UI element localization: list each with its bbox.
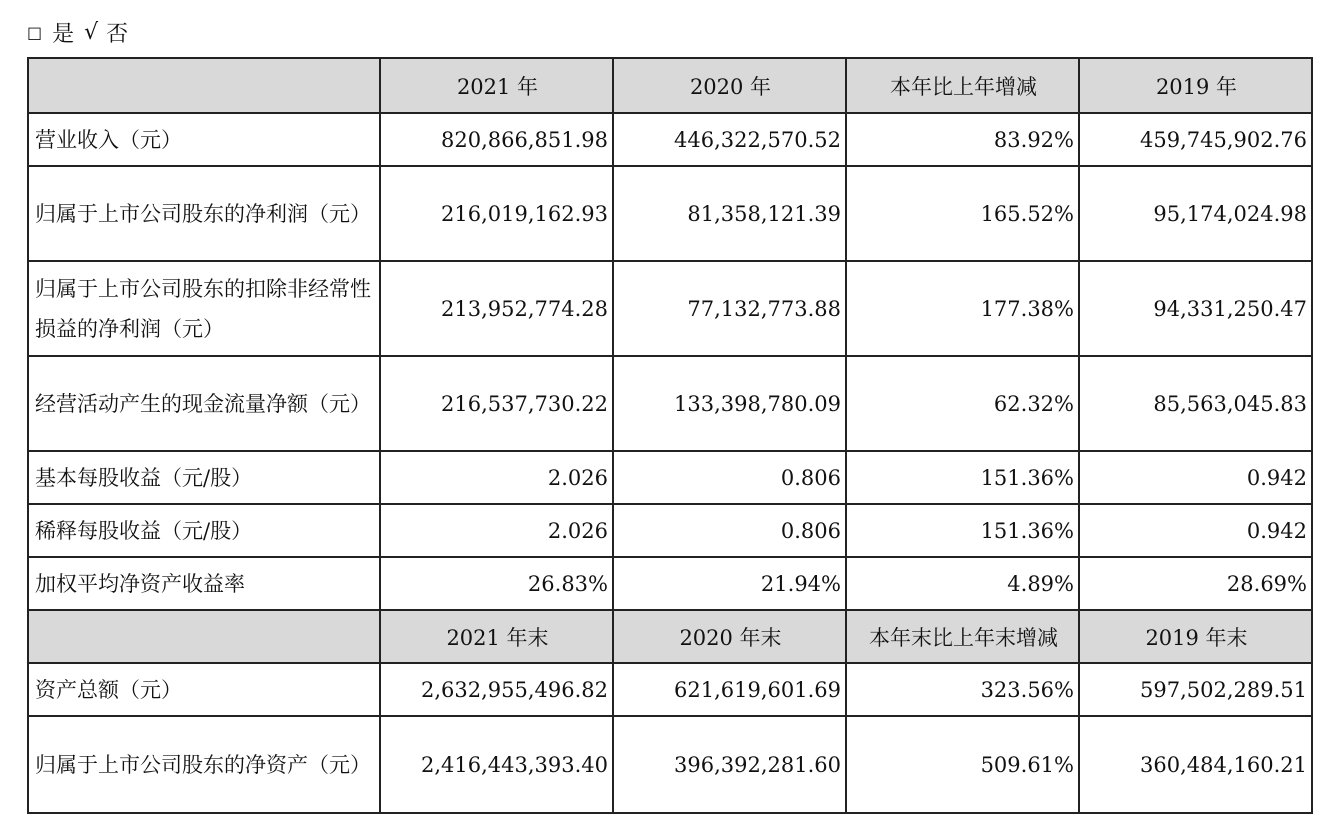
header-cell: 本年末比上年末增减 <box>846 610 1079 663</box>
value-cell: 509.61% <box>846 716 1079 813</box>
header-cell: 2020 年末 <box>613 610 846 663</box>
value-cell: 165.52% <box>846 166 1079 261</box>
table-row <box>28 356 1312 451</box>
value-cell: 81,358,121.39 <box>613 166 846 261</box>
table-row <box>28 557 1312 610</box>
value-cell: 0.806 <box>613 504 846 557</box>
value-cell: 621,619,601.69 <box>613 663 846 716</box>
value-cell: 396,392,281.60 <box>613 716 846 813</box>
header-cell: 2019 年末 <box>1079 610 1312 663</box>
value-cell: 0.942 <box>1079 504 1312 557</box>
header-cell: 2021 年 <box>380 58 613 113</box>
value-cell: 94,331,250.47 <box>1079 261 1312 356</box>
value-cell: 26.83% <box>380 557 613 610</box>
row-label: 基本每股收益（元/股） <box>28 451 380 504</box>
option-no-label: 否 <box>106 21 129 47</box>
value-cell: 2.026 <box>380 451 613 504</box>
value-cell: 213,952,774.28 <box>380 261 613 356</box>
row-label: 营业收入（元） <box>28 113 380 166</box>
value-cell: 2.026 <box>380 504 613 557</box>
value-cell: 360,484,160.21 <box>1079 716 1312 813</box>
row-label: 归属于上市公司股东的净资产（元） <box>28 716 380 813</box>
unchecked-box-icon: □ <box>27 22 43 42</box>
value-cell: 459,745,902.76 <box>1079 113 1312 166</box>
value-cell: 95,174,024.98 <box>1079 166 1312 261</box>
header-cell <box>28 610 380 663</box>
row-label: 归属于上市公司股东的净利润（元） <box>28 166 380 261</box>
financial-data-table <box>27 57 1313 814</box>
value-cell: 28.69% <box>1079 557 1312 610</box>
value-cell: 133,398,780.09 <box>613 356 846 451</box>
table-row <box>28 451 1312 504</box>
header-cell: 2019 年 <box>1079 58 1312 113</box>
value-cell: 446,322,570.52 <box>613 113 846 166</box>
value-cell: 2,632,955,496.82 <box>380 663 613 716</box>
header-cell <box>28 58 380 113</box>
value-cell: 177.38% <box>846 261 1079 356</box>
value-cell: 21.94% <box>613 557 846 610</box>
row-label: 经营活动产生的现金流量净额（元） <box>28 356 380 451</box>
row-label: 加权平均净资产收益率 <box>28 557 380 610</box>
row-label: 稀释每股收益（元/股） <box>28 504 380 557</box>
value-cell: 151.36% <box>846 451 1079 504</box>
table-row <box>28 663 1312 716</box>
value-cell: 820,866,851.98 <box>380 113 613 166</box>
row-label: 资产总额（元） <box>28 663 380 716</box>
value-cell: 2,416,443,393.40 <box>380 716 613 813</box>
row-label: 归属于上市公司股东的扣除非经常性损益的净利润（元） <box>28 261 380 356</box>
value-cell: 77,132,773.88 <box>613 261 846 356</box>
header-cell: 2020 年 <box>613 58 846 113</box>
value-cell: 323.56% <box>846 663 1079 716</box>
value-cell: 216,537,730.22 <box>380 356 613 451</box>
value-cell: 83.92% <box>846 113 1079 166</box>
header-cell: 2021 年末 <box>380 610 613 663</box>
table-row <box>28 504 1312 557</box>
value-cell: 597,502,289.51 <box>1079 663 1312 716</box>
table-subheader-row <box>28 610 1312 663</box>
value-cell: 4.89% <box>846 557 1079 610</box>
value-cell: 151.36% <box>846 504 1079 557</box>
option-yes-label: 是 <box>52 21 75 47</box>
table-row <box>28 113 1312 166</box>
table-header-row <box>28 58 1312 113</box>
value-cell: 62.32% <box>846 356 1079 451</box>
disclosure-option-line <box>27 16 128 48</box>
value-cell: 216,019,162.93 <box>380 166 613 261</box>
table-row <box>28 166 1312 261</box>
table-row <box>28 716 1312 813</box>
table-row <box>28 261 1312 356</box>
check-mark-icon: √ <box>84 19 99 45</box>
value-cell: 0.942 <box>1079 451 1312 504</box>
header-cell: 本年比上年增减 <box>846 58 1079 113</box>
value-cell: 85,563,045.83 <box>1079 356 1312 451</box>
value-cell: 0.806 <box>613 451 846 504</box>
